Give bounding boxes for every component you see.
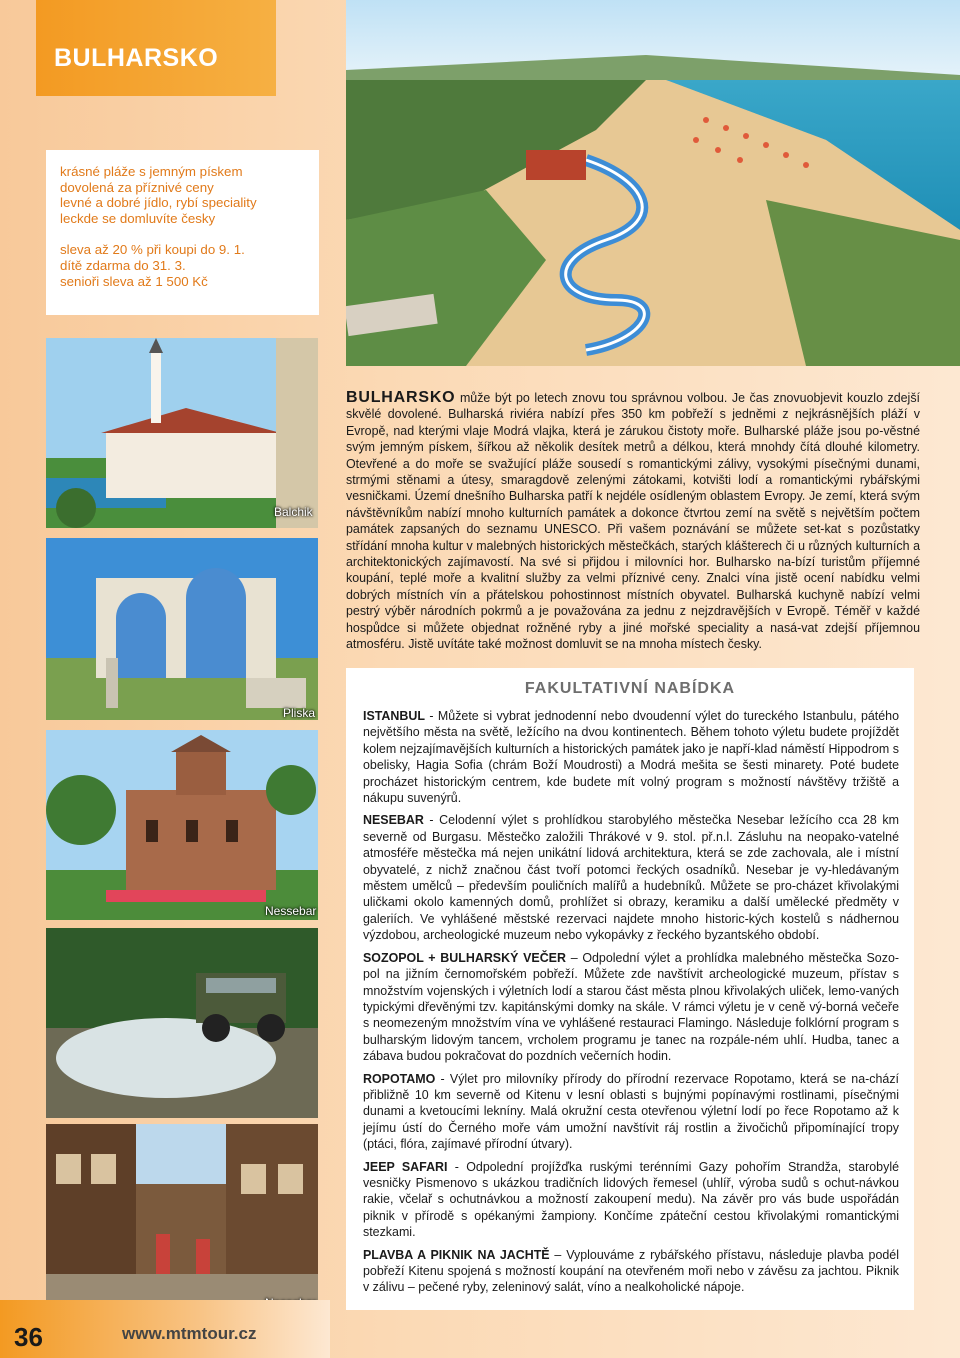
balchik-photo bbox=[46, 338, 318, 528]
offer-item bbox=[363, 812, 899, 943]
optional-offers-box bbox=[346, 668, 914, 1310]
caption-nessebar-1: Nessebar bbox=[265, 904, 317, 918]
nessebar-street-photo bbox=[46, 1124, 318, 1314]
promo-offer: senioři sleva až 1 500 Kč bbox=[60, 273, 208, 289]
promo-line: leckde se domluvíte česky bbox=[60, 210, 216, 226]
website-link[interactable]: www.mtmtour.cz bbox=[122, 1324, 257, 1343]
offer-text: - Výlet pro milovníky přírody do přírodní rezervace Ropotamo, která se na-chází přibližně 10 km severně od Kitenu v lesní oblasti s bujnými popínavými rostlinami, písečnými dunami a kvetoucími lekníny. Malá okružní cesta otevřenou výletní lodí po řece Ropotamo až k jejímu ústí do Černého moře vám umožní navštívit ráj rostlin a živočichů připomínající tropy (ptáci, flóra, zajímavé přírodní útvary). bbox=[363, 1071, 899, 1152]
offer-name: JEEP SAFARI bbox=[363, 1159, 448, 1174]
offer-name: ISTANBUL bbox=[363, 709, 425, 723]
intro-text bbox=[346, 390, 920, 653]
offer-item bbox=[363, 1071, 899, 1153]
page-title: BULHARSKO bbox=[54, 44, 219, 72]
promo-line: levné a dobré jídlo, rybí speciality bbox=[60, 195, 257, 211]
beach-photo bbox=[346, 0, 960, 366]
offer-text: - Odpolední projížďka ruskými terénními Gazy pohořím Strandža, starobylé vesničky Pismenovo s ukázkou tradičních lidových řemesel (uhlíř, výroba sudů s ochut-návkou rakie, včelař s ochutnávkou a možností zakoupení medu). Na závěr pro vás bude uspořádán piknik v přírodě s opékanými žampiony. Končíme zpáteční cestou křivolakými romantickými stezkami. bbox=[363, 1159, 899, 1240]
offer-text: - Můžete si vybrat jednodenní nebo dvoudenní výlet do tureckého Istanbulu, pátého největšího města na světě, ležícího na dvou kontinentech. Během tohoto výletu budete projíždět kolem nejzajímavějších kulturních a historických památek jako je napří-klad náměstí Hippodrom s obelisky, Hagia Sofia (chrám Boží Moudrosti) a Modrá mešita se šesti minarety. Poté budete procházet historickým centrem, kde budete mít volný program s možností návštěvy tržiště a nákupu suvenýrů. bbox=[363, 709, 899, 806]
jeep-safari-photo bbox=[46, 928, 318, 1118]
offer-item bbox=[363, 950, 899, 1065]
promo-offer: dítě zdarma do 31. 3. bbox=[60, 257, 186, 273]
offer-name: SOZOPOL + BULHARSKÝ VEČER bbox=[363, 950, 566, 965]
promo-box bbox=[46, 150, 319, 315]
caption-balchik: Balchik bbox=[274, 505, 313, 519]
nessebar-church-photo bbox=[46, 730, 318, 920]
offer-text: - Celodenní výlet s prohlídkou starobylého městečka Nesebar ležícího cca 28 km severně od Burgasu. Městečko založili Thrákové v 9. stol. př.n.l. Zásluhu na neopako-vatelné atmosféře městečka má nejen unikátní lidová architektura, která se zde zachovala, ale i místní obyvatelé, z nichž značnou část tvoří potomci řeckých osadníků. Nesebar je vy-hledávaným městem umělců – především pouličních malířů a hudebníků. Můžete se pro-cházet křivolakými uličkami okolo kamenných domů, prohlížet si obrazy, keramiku a další umělecké předměty v galeriích. Ve vyhlášené městské rezervaci najdete mnoho historic-kých kostelů s nádhernou výzdobou, archeologické muzeum nebo vykopávky z řeckého byzantského období. bbox=[363, 813, 899, 943]
offer-text: – Vyplouváme z rybářského přístavu, následuje plavba podél pobřeží Kitenu spojená s možností koupání na otevřeném moři nebo v závěsu za jachtou. Piknik v zálivu – pečené ryby, zeleninový salát, víno a nealkoholické nápoje. bbox=[363, 1247, 899, 1295]
offer-name: NESEBAR bbox=[363, 813, 424, 828]
offer-name: PLAVBA A PIKNIK NA JACHTĚ bbox=[363, 1247, 550, 1262]
promo-line: krásné pláže s jemným pískem bbox=[60, 164, 243, 179]
intro-body: může být po letech znovu tou správnou volbou. Je čas znovuobjevit kouzlo zdejší skvělé dovolené. Bulharská riviéra nabízí přes 350 km pobřeží s jedněmi z nejkrásnějších pláží v Evropě, nad kterými vlaje Modrá vlajka, která je zárukou čistoty moře. Bulharské pláže jsou po-věstné svým jemným pískem, šířkou až několik desítek metrů a délkou, která mnohdy čítá dlouhé kilometry. Otevřené a do moře se svažující pláže sousedí s romantickými zálivy, vysokými písečnými dunami, strmými stěnami a útesy, smaragdově zelenými zátokami, kotvišti lodí a romantickými rybářskými vesničkami. Území dnešního Bulharska patří k nejdéle osídleným oblastem Evropy. Je zemí, která svým návštěvníkům nabízí mnoho kulturních památek a dokonce čtvrtou zemí na světě s největším počtem památek zapsaných do seznamu UNESCO. Při vašem poznávání se můžete set-kat s pozůstatky střídání mnoha kultur v malebných historických městečkách, starých klášterech či u různých kulturních a architektonických zajímavostí. Na své si přijdou i milovníci hor. Bulharsko na-bízí turistům příjemné koupání, teplé moře a kvalitní služby za velmi příznivé ceny. Znalci vína jistě ocení nabídku velmi dobrých místních vín a přátelskou pohostinnost místních obyvatel. Bulharská kuchyně nabízí velmi pestrý výběr národních pokrmů a je považována za jednu z nejzdravějších v Evropě. Téměř v každé hospůdce si můžete objednat rožněné ryby a jiné mořské speciality a nasá-vat zdejší příjemnou atmosféru. Jistě uvítáte také možnost domluvit se na mnoha místech česky. bbox=[346, 391, 920, 652]
promo-offer: sleva až 20 % při koupi do 9. 1. bbox=[60, 242, 245, 258]
offer-text: – Odpolední výlet a prohlídka malebného městečka Sozo-pol na jižním černomořském pobřeží. Můžete zde navštívit archeologické muzeum, přístav s množstvím vojenských i výletních lodí a starou část města plnou křivolakých uliček, lemo-vaných typickými dřevěnými tzv. kapitánskými domky na skále. V rámci výletu je v ceně vý-borná večeře s neomezeným množstvím vína ve vyhlášené restauraci Flamingo. Následuje folklórní program s bulharským lidovým tancem, vrcholem programu je tanec na rozpále-ném uhlí. Hudba, tanec a zábava budou pokračovat do pozdních večerních hodin. bbox=[363, 950, 899, 1064]
optional-offers-title: FAKULTATIVNÍ NABÍDKA bbox=[524, 680, 736, 697]
promo-line: dovolená za příznivé ceny bbox=[60, 179, 214, 195]
offer-item bbox=[363, 1159, 899, 1241]
offer-name: ROPOTAMO bbox=[363, 1071, 436, 1086]
intro-lead: BULHARSKO bbox=[346, 389, 456, 406]
caption-pliska: Pliska bbox=[283, 706, 316, 720]
pliska-photo bbox=[46, 538, 318, 720]
offer-item bbox=[363, 708, 899, 806]
offer-item bbox=[363, 1247, 899, 1296]
page-number: 36 bbox=[14, 1322, 43, 1352]
